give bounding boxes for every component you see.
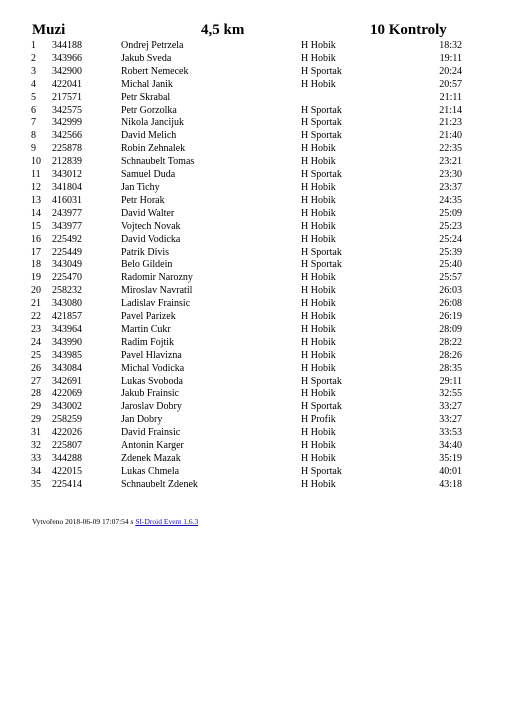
result-place: 10 — [31, 156, 41, 168]
result-time: 32:55 — [439, 388, 462, 400]
result-place: 2 — [31, 52, 36, 64]
result-club: H Hobik — [301, 349, 336, 361]
result-place: 20 — [31, 285, 41, 297]
result-name: Vojtech Novak — [121, 220, 181, 232]
result-time: 19:11 — [439, 52, 462, 64]
result-club: H Hobik — [301, 362, 336, 374]
result-name: David Melich — [121, 130, 177, 142]
result-place: 7 — [31, 117, 36, 129]
result-place: 35 — [31, 478, 41, 490]
result-club: H Hobik — [301, 427, 336, 439]
result-chip-id: 343080 — [52, 298, 82, 310]
footer-created-text: Vytvořeno 2018-06-09 17:07:54 s — [32, 517, 134, 526]
table-row — [31, 272, 462, 285]
result-chip-id: 342566 — [52, 130, 82, 142]
table-row — [31, 440, 462, 453]
result-time: 25:09 — [439, 207, 462, 219]
result-chip-id: 225449 — [52, 246, 82, 258]
result-chip-id: 343977 — [52, 220, 82, 232]
result-club: H Hobik — [301, 194, 336, 206]
table-row — [31, 414, 462, 427]
result-club: H Sportak — [301, 401, 342, 413]
result-place: 24 — [31, 336, 41, 348]
result-name: David Vodicka — [121, 233, 181, 245]
table-row — [31, 337, 462, 350]
result-club: H Sportak — [301, 130, 342, 142]
result-club: H Hobik — [301, 453, 336, 464]
table-row — [31, 453, 462, 466]
result-chip-id: 422041 — [52, 78, 82, 90]
result-place: 23 — [31, 323, 41, 335]
result-name: Lukas Svoboda — [121, 375, 183, 387]
result-club: H Hobik — [301, 52, 336, 64]
result-time: 25:24 — [439, 233, 462, 245]
result-chip-id: 422069 — [52, 388, 82, 400]
result-place: 16 — [31, 233, 41, 245]
result-place: 17 — [31, 246, 41, 258]
result-chip-id: 217571 — [52, 91, 82, 103]
result-time: 35:19 — [439, 453, 462, 464]
table-row — [31, 195, 462, 208]
result-name: Petr Skrabal — [121, 91, 171, 103]
result-place: 26 — [31, 362, 41, 374]
footer — [32, 517, 198, 526]
result-chip-id: 243977 — [52, 207, 82, 219]
result-club: H Hobik — [301, 181, 336, 193]
result-chip-id: 225878 — [52, 143, 82, 155]
table-row — [31, 66, 462, 79]
result-club: H Hobik — [301, 336, 336, 348]
result-name: Radomir Narozny — [121, 272, 193, 284]
table-row — [31, 466, 462, 479]
result-place: 14 — [31, 207, 41, 219]
result-chip-id: 343049 — [52, 259, 82, 271]
result-chip-id: 258259 — [52, 414, 82, 426]
table-row — [31, 169, 462, 182]
table-row — [31, 92, 462, 105]
table-row — [31, 234, 462, 247]
result-time: 21:11 — [439, 91, 462, 103]
result-chip-id: 342691 — [52, 375, 82, 387]
result-time: 28:09 — [439, 323, 462, 335]
result-name: Jaroslav Dobry — [121, 401, 182, 413]
result-name: Miroslav Navratil — [121, 285, 193, 297]
result-time: 20:57 — [439, 78, 462, 90]
table-row — [31, 285, 462, 298]
result-club — [301, 92, 411, 105]
result-chip-id: 212839 — [52, 156, 82, 168]
result-club: H Hobik — [301, 388, 336, 400]
result-time: 21:23 — [439, 117, 462, 129]
result-place: 29 — [31, 414, 41, 426]
table-row — [31, 53, 462, 66]
result-name: Petr Gorzolka — [121, 104, 177, 116]
result-time: 34:40 — [439, 440, 462, 452]
result-club: H Hobik — [301, 323, 336, 335]
controls-count: 10 Kontroly — [370, 22, 447, 38]
result-club: H Hobik — [301, 220, 336, 232]
result-chip-id: 421857 — [52, 311, 82, 323]
result-chip-id: 225492 — [52, 233, 82, 245]
si-droid-event-link[interactable]: SI-Droid Event 1.6.3 — [135, 517, 199, 526]
table-row — [31, 324, 462, 337]
table-row — [31, 130, 462, 143]
result-club: H Profik — [301, 414, 336, 426]
result-chip-id: 343964 — [52, 323, 82, 335]
table-row — [31, 376, 462, 389]
result-club: H Sportak — [301, 375, 342, 387]
result-name: Jan Tichy — [121, 181, 160, 193]
result-name: David Walter — [121, 207, 175, 219]
result-place: 4 — [31, 78, 36, 90]
result-time: 25:40 — [439, 259, 462, 271]
result-time: 33:27 — [439, 401, 462, 413]
table-row — [31, 427, 462, 440]
result-place: 28 — [31, 388, 41, 400]
result-place: 9 — [31, 143, 36, 155]
result-time: 43:18 — [439, 478, 462, 490]
result-name: Jakub Sveda — [121, 52, 172, 64]
table-row — [31, 221, 462, 234]
result-club: H Hobik — [301, 298, 336, 310]
result-club: H Sportak — [301, 117, 342, 129]
result-club: H Sportak — [301, 465, 342, 477]
result-place: 18 — [31, 259, 41, 271]
table-row — [31, 105, 462, 118]
result-place: 5 — [31, 91, 36, 103]
result-place: 15 — [31, 220, 41, 232]
result-chip-id: 258232 — [52, 285, 82, 297]
table-row — [31, 363, 462, 376]
result-time: 28:26 — [439, 349, 462, 361]
result-chip-id: 343990 — [52, 336, 82, 348]
result-name: Robert Nemecek — [121, 65, 189, 77]
table-row — [31, 259, 462, 272]
result-name: Patrik Divis — [121, 246, 170, 258]
category-title: Muzi — [32, 22, 66, 38]
result-club: H Sportak — [301, 169, 342, 181]
result-time: 23:30 — [439, 169, 462, 181]
result-place: 11 — [31, 169, 41, 181]
result-club: H Hobik — [301, 272, 336, 284]
result-chip-id: 342999 — [52, 117, 82, 129]
course-distance: 4,5 km — [201, 22, 245, 38]
result-place: 3 — [31, 65, 36, 77]
result-name: Martin Cukr — [121, 323, 171, 335]
table-row — [31, 143, 462, 156]
result-time: 23:21 — [439, 156, 462, 168]
result-time: 29:11 — [439, 375, 462, 387]
table-row — [31, 208, 462, 221]
table-row — [31, 79, 462, 92]
result-chip-id: 341804 — [52, 181, 82, 193]
result-place: 19 — [31, 272, 41, 284]
result-name: David Frainsic — [121, 427, 181, 439]
result-place: 1 — [31, 40, 36, 51]
result-club: H Hobik — [301, 40, 336, 51]
result-place: 31 — [31, 427, 41, 439]
table-row — [31, 298, 462, 311]
result-name: Radim Fojtik — [121, 336, 175, 348]
result-time: 18:32 — [439, 40, 462, 51]
result-time: 28:22 — [439, 336, 462, 348]
result-name: Zdenek Mazak — [121, 453, 181, 464]
result-time: 25:23 — [439, 220, 462, 232]
result-time: 40:01 — [439, 465, 462, 477]
table-row — [31, 156, 462, 169]
result-name: Pavel Parizek — [121, 311, 176, 323]
result-time: 25:57 — [439, 272, 462, 284]
result-chip-id: 422026 — [52, 427, 82, 439]
result-name: Jan Dobry — [121, 414, 163, 426]
result-time: 23:37 — [439, 181, 462, 193]
result-chip-id: 416031 — [52, 194, 82, 206]
result-place: 13 — [31, 194, 41, 206]
result-club: H Hobik — [301, 156, 336, 168]
result-time: 21:40 — [439, 130, 462, 142]
result-time: 25:39 — [439, 246, 462, 258]
result-club: H Sportak — [301, 246, 342, 258]
result-place: 8 — [31, 130, 36, 142]
result-chip-id: 342900 — [52, 65, 82, 77]
result-club: H Hobik — [301, 478, 336, 490]
result-place: 22 — [31, 311, 41, 323]
result-name: Belo Gildein — [121, 259, 173, 271]
result-name: Michal Janik — [121, 78, 173, 90]
table-row — [31, 311, 462, 324]
result-name: Schnaubelt Tomas — [121, 156, 195, 168]
result-chip-id: 343012 — [52, 169, 82, 181]
result-club: H Hobik — [301, 440, 336, 452]
result-place: 21 — [31, 298, 41, 310]
result-place: 12 — [31, 181, 41, 193]
result-chip-id: 422015 — [52, 465, 82, 477]
result-chip-id: 225807 — [52, 440, 82, 452]
result-place: 29 — [31, 401, 41, 413]
result-name: Lukas Chmela — [121, 465, 180, 477]
result-club: H Hobik — [301, 143, 336, 155]
result-chip-id: 342575 — [52, 104, 82, 116]
result-club: H Hobik — [301, 311, 336, 323]
result-place: 6 — [31, 104, 36, 116]
result-place: 27 — [31, 375, 41, 387]
result-chip-id: 344188 — [52, 40, 82, 51]
result-time: 26:03 — [439, 285, 462, 297]
result-chip-id: 343084 — [52, 362, 82, 374]
result-name: Pavel Hlavizna — [121, 349, 182, 361]
result-time: 21:14 — [439, 104, 462, 116]
table-row — [31, 40, 462, 53]
result-name: Ondrej Petrzela — [121, 40, 184, 51]
result-place: 25 — [31, 349, 41, 361]
result-time: 22:35 — [439, 143, 462, 155]
result-name: Ladislav Frainsic — [121, 298, 191, 310]
result-name: Antonin Karger — [121, 440, 184, 452]
result-place: 34 — [31, 465, 41, 477]
result-name: Samuel Duda — [121, 169, 176, 181]
results-table-body — [31, 40, 462, 492]
result-time: 20:24 — [439, 65, 462, 77]
table-row — [31, 117, 462, 130]
result-place: 32 — [31, 440, 41, 452]
result-chip-id: 225414 — [52, 478, 82, 490]
table-row — [31, 388, 462, 401]
result-chip-id: 225470 — [52, 272, 82, 284]
result-club: H Hobik — [301, 233, 336, 245]
results-table — [31, 40, 462, 492]
table-row — [31, 479, 462, 492]
result-club: H Sportak — [301, 259, 342, 271]
result-name: Michal Vodicka — [121, 362, 185, 374]
table-row — [31, 401, 462, 414]
result-time: 33:27 — [439, 414, 462, 426]
result-name: Schnaubelt Zdenek — [121, 478, 198, 490]
result-chip-id: 343966 — [52, 52, 82, 64]
result-club: H Hobik — [301, 285, 336, 297]
result-time: 28:35 — [439, 362, 462, 374]
result-chip-id: 344288 — [52, 453, 82, 464]
result-time: 26:19 — [439, 311, 462, 323]
result-name: Jakub Frainsic — [121, 388, 180, 400]
table-row — [31, 182, 462, 195]
result-chip-id: 343985 — [52, 349, 82, 361]
result-club: H Sportak — [301, 65, 342, 77]
result-place: 33 — [31, 453, 41, 464]
result-name: Robin Zehnalek — [121, 143, 186, 155]
result-club: H Hobik — [301, 78, 336, 90]
result-name: Nikola Jancijuk — [121, 117, 185, 129]
result-time: 24:35 — [439, 194, 462, 206]
result-club: H Hobik — [301, 207, 336, 219]
table-row — [31, 350, 462, 363]
result-time: 33:53 — [439, 427, 462, 439]
result-club: H Sportak — [301, 104, 342, 116]
result-time: 26:08 — [439, 298, 462, 310]
result-name: Petr Horak — [121, 194, 165, 206]
result-chip-id: 343002 — [52, 401, 82, 413]
table-row — [31, 247, 462, 260]
